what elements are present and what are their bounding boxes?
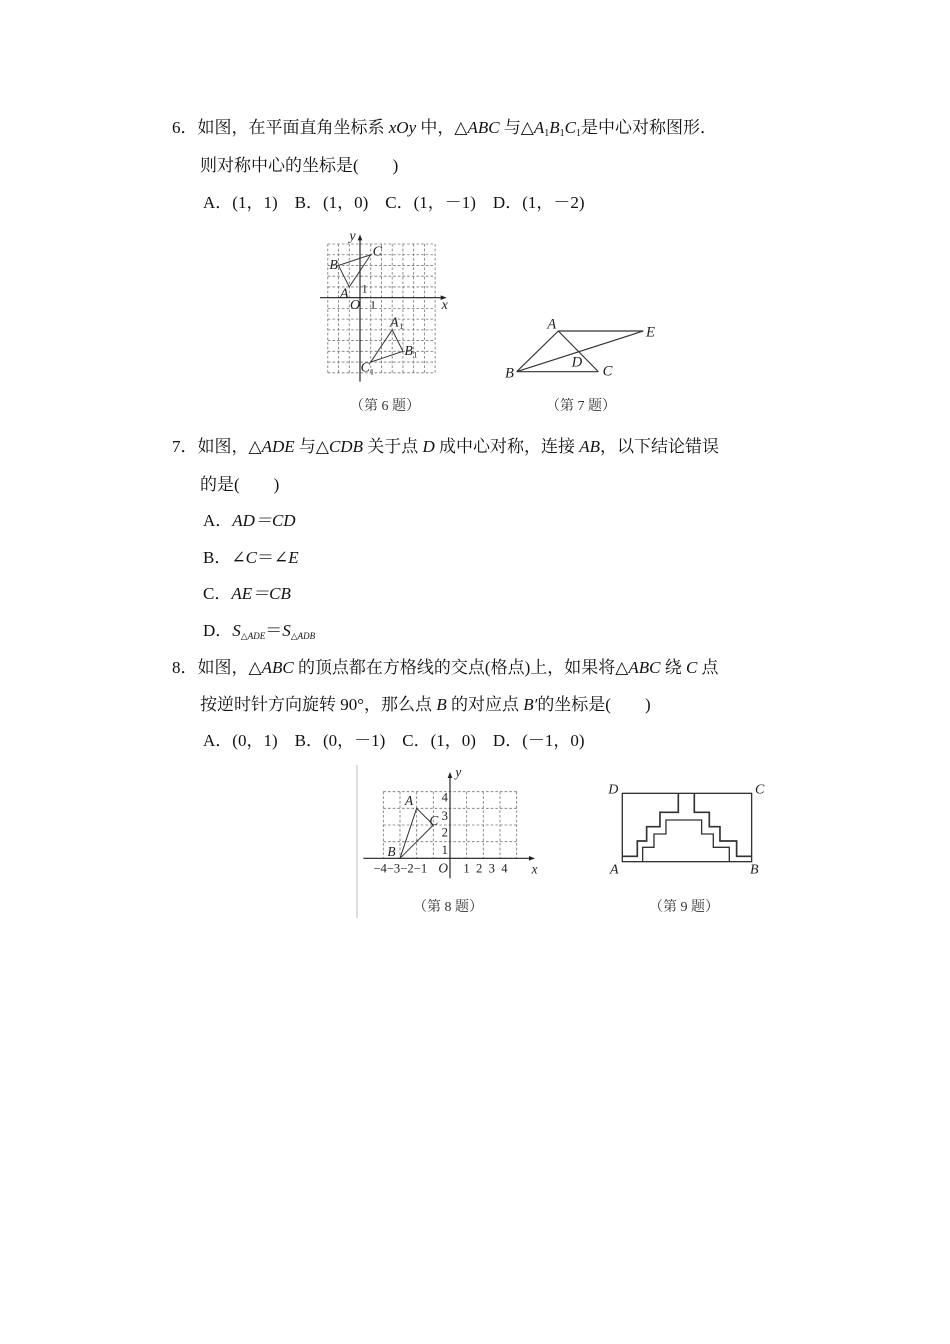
text: B xyxy=(436,695,447,714)
question-number: 6． xyxy=(172,118,198,137)
text: 如图，△ xyxy=(197,658,262,677)
label: O xyxy=(438,860,448,876)
text: 1 xyxy=(576,128,582,139)
text: AD＝CD xyxy=(232,511,296,530)
text: 与△ xyxy=(499,118,534,137)
text: 的坐标是( ) xyxy=(537,695,651,714)
text: C． xyxy=(203,584,232,603)
label: B xyxy=(387,843,396,859)
q6-line2: 则对称中心的坐标是( ) xyxy=(200,156,399,175)
text: 的对应点 xyxy=(446,695,524,714)
tick-label: 1 xyxy=(441,842,448,857)
label: 1 xyxy=(413,350,418,360)
label: x xyxy=(441,297,448,313)
figure-8 xyxy=(363,765,537,879)
text: ∠ xyxy=(231,548,246,567)
figure-6-caption: （第 6 题） xyxy=(350,399,420,414)
label: 1 xyxy=(369,297,376,312)
label: y xyxy=(455,764,462,780)
text: 中，△ xyxy=(416,118,468,137)
tick-label: 4 xyxy=(441,790,448,805)
figure-8-caption: （第 8 题） xyxy=(413,900,483,915)
label: O xyxy=(349,297,361,313)
label: D xyxy=(571,354,583,371)
text: S xyxy=(232,621,241,640)
label: C xyxy=(360,360,370,376)
tick-labels: −4−3−2−1 xyxy=(373,861,428,876)
q7-line2: 的是( ) xyxy=(200,475,280,494)
text: C xyxy=(685,658,698,677)
label: C xyxy=(372,244,382,260)
text: ＝∠ xyxy=(256,548,289,567)
label: C xyxy=(602,363,613,380)
text: ADE xyxy=(261,437,295,456)
text: 如图，在平面直角坐标系 xyxy=(197,118,389,137)
figure-9 xyxy=(607,782,765,877)
label: C xyxy=(754,782,765,798)
text: ABC xyxy=(628,658,661,677)
tick-label: 3 xyxy=(441,808,448,823)
text: B． xyxy=(203,548,232,567)
label: x xyxy=(531,861,538,877)
figure-7-caption: （第 7 题） xyxy=(546,399,616,414)
text: ABC xyxy=(467,118,500,137)
label: A xyxy=(547,316,557,333)
triangle-a1b1c1 xyxy=(371,330,403,362)
label: 1 xyxy=(361,281,368,296)
text: 1 xyxy=(544,128,550,139)
text: △ADB xyxy=(290,631,316,641)
label: 1 xyxy=(399,321,404,331)
text: 按逆时针方向旋转 90°，那么点 xyxy=(200,695,437,714)
text: 是中心对称图形． xyxy=(581,118,718,137)
text: 的顶点都在方格线的交点(格点)上，如果将△ xyxy=(293,658,629,677)
text: AE＝CB xyxy=(231,584,291,603)
text: A． xyxy=(203,511,233,530)
text: 成中心对称，连接 xyxy=(434,437,580,456)
text: CDB xyxy=(328,437,363,456)
text: A xyxy=(533,118,545,137)
text: ABC xyxy=(261,658,294,677)
text: D． xyxy=(203,621,233,640)
text: S xyxy=(282,621,291,640)
y-axis-arrow-icon xyxy=(448,772,453,778)
figure-6 xyxy=(320,229,449,382)
rectangle-abcd xyxy=(622,793,751,861)
x-axis-arrow-icon xyxy=(529,856,535,861)
text: B′ xyxy=(523,695,538,714)
text: 绕 xyxy=(660,658,686,677)
tick-label: 2 xyxy=(441,825,448,840)
label: E xyxy=(645,324,655,341)
label: D xyxy=(608,782,619,798)
figure-9-caption: （第 9 题） xyxy=(649,900,719,915)
label: A xyxy=(389,315,399,331)
text: 如图，△ xyxy=(197,437,262,456)
label: C xyxy=(429,812,439,828)
label: B xyxy=(749,862,759,878)
label: B xyxy=(504,365,514,382)
y-axis-arrow-icon xyxy=(358,234,363,240)
label: B xyxy=(329,257,338,273)
text: AB xyxy=(579,437,601,456)
label: y xyxy=(349,228,356,244)
question-number: 7． xyxy=(172,437,198,456)
text: C xyxy=(245,548,257,567)
text: 与△ xyxy=(294,437,329,456)
text: C xyxy=(564,118,577,137)
label: A xyxy=(404,792,414,808)
text: 关于点 xyxy=(362,437,423,456)
label: A xyxy=(609,862,619,878)
label: 1 xyxy=(369,367,374,377)
text: 1 xyxy=(559,128,565,139)
q6-options: A．(1，1) B．(1，0) C．(1，－1) D．(1，－2) xyxy=(203,193,585,212)
text: ，以下结论错误 xyxy=(600,437,720,456)
label: A xyxy=(339,286,349,302)
text: D xyxy=(422,437,435,456)
q8-options: A．(0，1) B．(0，－1) C．(1，0) D．(－1，0) xyxy=(203,731,585,750)
label: B xyxy=(404,343,413,359)
text: ＝ xyxy=(265,621,283,640)
text: E xyxy=(288,548,299,567)
text: 点 xyxy=(697,658,719,677)
question-number: 8． xyxy=(172,658,198,677)
tick-labels: 1 2 3 4 xyxy=(463,861,508,876)
text: △ADE xyxy=(240,631,266,641)
text: B xyxy=(549,118,560,137)
text: xOy xyxy=(388,118,417,137)
